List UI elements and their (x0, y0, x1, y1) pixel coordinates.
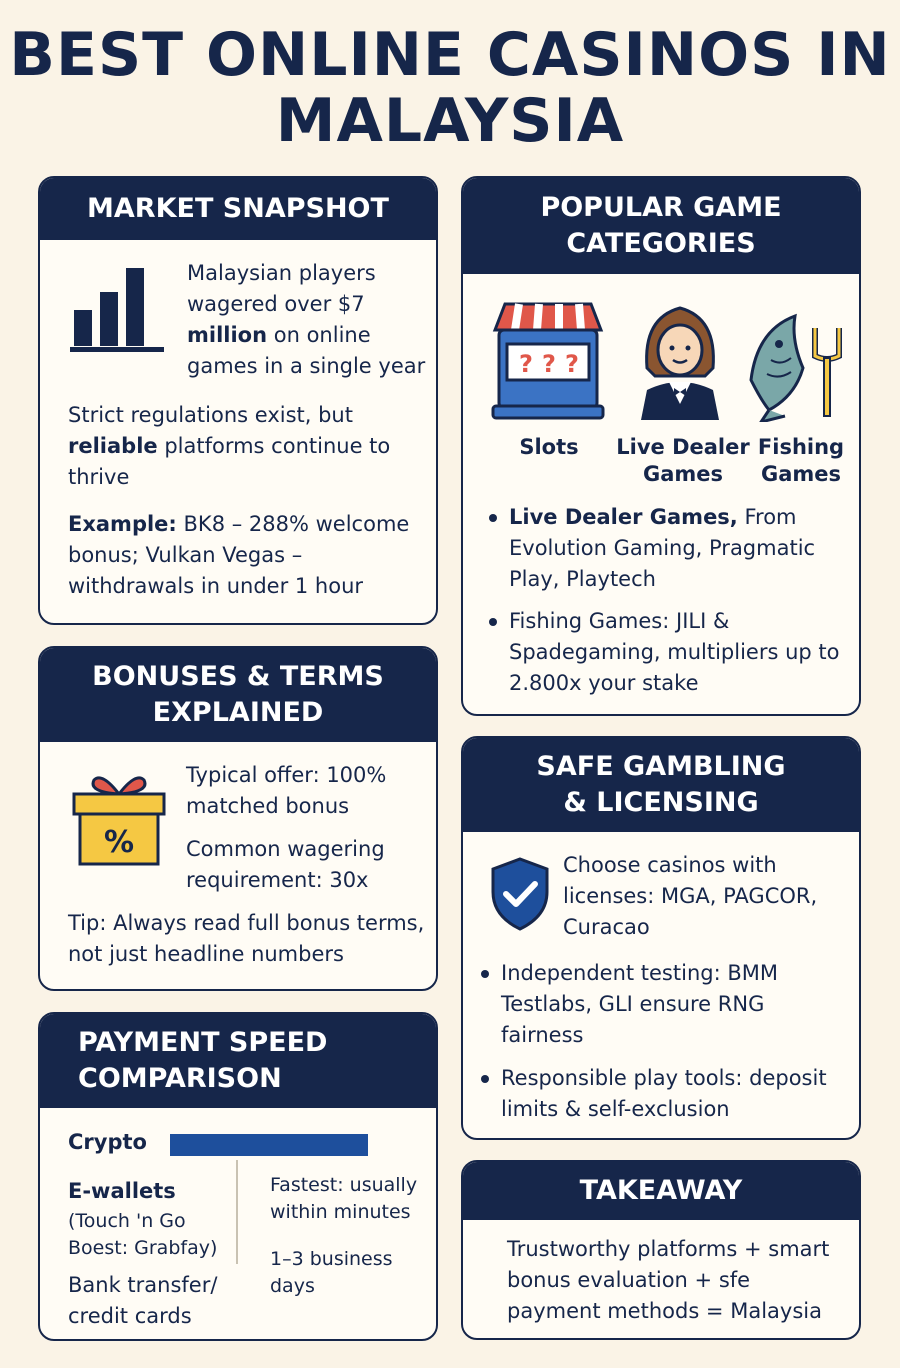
svg-text:?: ? (565, 350, 579, 378)
svg-text:?: ? (519, 350, 533, 378)
ewallets-sublabel: (Touch 'n Go Boest: Grabfay) (68, 1210, 218, 1259)
gift-percent-icon (72, 770, 166, 866)
game-categories-card (461, 176, 861, 716)
wagering-text: Common wagering requirement: 30x (186, 837, 385, 892)
crypto-label: Crypto (68, 1130, 147, 1154)
payment-speed-card (38, 1012, 438, 1341)
market-stat-text: Malaysian players wagered over $7 million on online games in a single year (187, 261, 426, 378)
shield-check-icon (489, 856, 551, 932)
games-bullet-fishing: Fishing Games: JILI & Spadegaming, multipliers up to 2.800x your stake (487, 606, 847, 699)
regulation-text: Strict regulations exist, but reliable platforms continue to thrive (68, 403, 391, 489)
game-categories-heading: POPULAR GAME CATEGORIES (463, 178, 859, 274)
takeaway-text: Trustworthy platforms + smart bonus evaluation + sfe payment methods = Malaysia (507, 1237, 830, 1323)
safe-gambling-card (461, 736, 861, 1140)
bonuses-card (38, 646, 438, 991)
licenses-text: Choose casinos with licenses: MGA, PAGCOR, Curacao (563, 853, 818, 939)
fish-icon (741, 310, 843, 422)
typical-offer-text: Typical offer: 100% matched bonus (186, 763, 387, 818)
svg-text:?: ? (542, 350, 556, 378)
safe-gambling-heading: SAFE GAMBLING & LICENSING (463, 738, 859, 832)
slot-machine-icon (489, 300, 607, 420)
category-label-live-dealer: Live Dealer Games (616, 435, 750, 486)
games-bullet-live-dealer: Live Dealer Games, From Evolution Gaming, Pragmatic Play, Playtech (487, 502, 847, 595)
bar-chart-icon (70, 262, 168, 354)
takeaway-card (461, 1160, 861, 1340)
bank-label: Bank transfer/ credit cards (68, 1273, 218, 1328)
live-dealer-icon (635, 298, 725, 422)
bonus-tip-text: Tip: Always read full bonus terms, not just headline numbers (68, 911, 425, 966)
page-title: BEST ONLINE CASINOS IN MALAYSIA (9, 20, 891, 156)
category-label-slots: Slots (519, 435, 579, 459)
safe-bullet-responsible: Responsible play tools: deposit limits & self-exclusion (479, 1063, 853, 1125)
takeaway-heading: TAKEAWAY (463, 1162, 859, 1220)
market-snapshot-heading: MARKET SNAPSHOT (40, 178, 436, 240)
payment-speed-heading: PAYMENT SPEED COMPARISON (40, 1014, 436, 1108)
svg-text:%: % (103, 825, 135, 860)
example-text: Example: BK8 – 288% welcome bonus; Vulkan Vegas – withdrawals in under 1 hour (68, 512, 410, 598)
safe-bullet-testing: Independent testing: BMM Testlabs, GLI ensure RNG fairness (479, 958, 853, 1051)
market-snapshot-card (38, 176, 438, 625)
bonuses-heading: BONUSES & TERMS EXPLAINED (40, 648, 436, 742)
business-days-text: 1–3 business days (270, 1248, 393, 1297)
fastest-text: Fastest: usually within minutes (270, 1174, 418, 1223)
ewallets-label: E-wallets (68, 1179, 176, 1203)
payment-divider (236, 1160, 238, 1264)
crypto-speed-bar (170, 1134, 368, 1156)
category-label-fishing: Fishing Games (757, 435, 845, 486)
